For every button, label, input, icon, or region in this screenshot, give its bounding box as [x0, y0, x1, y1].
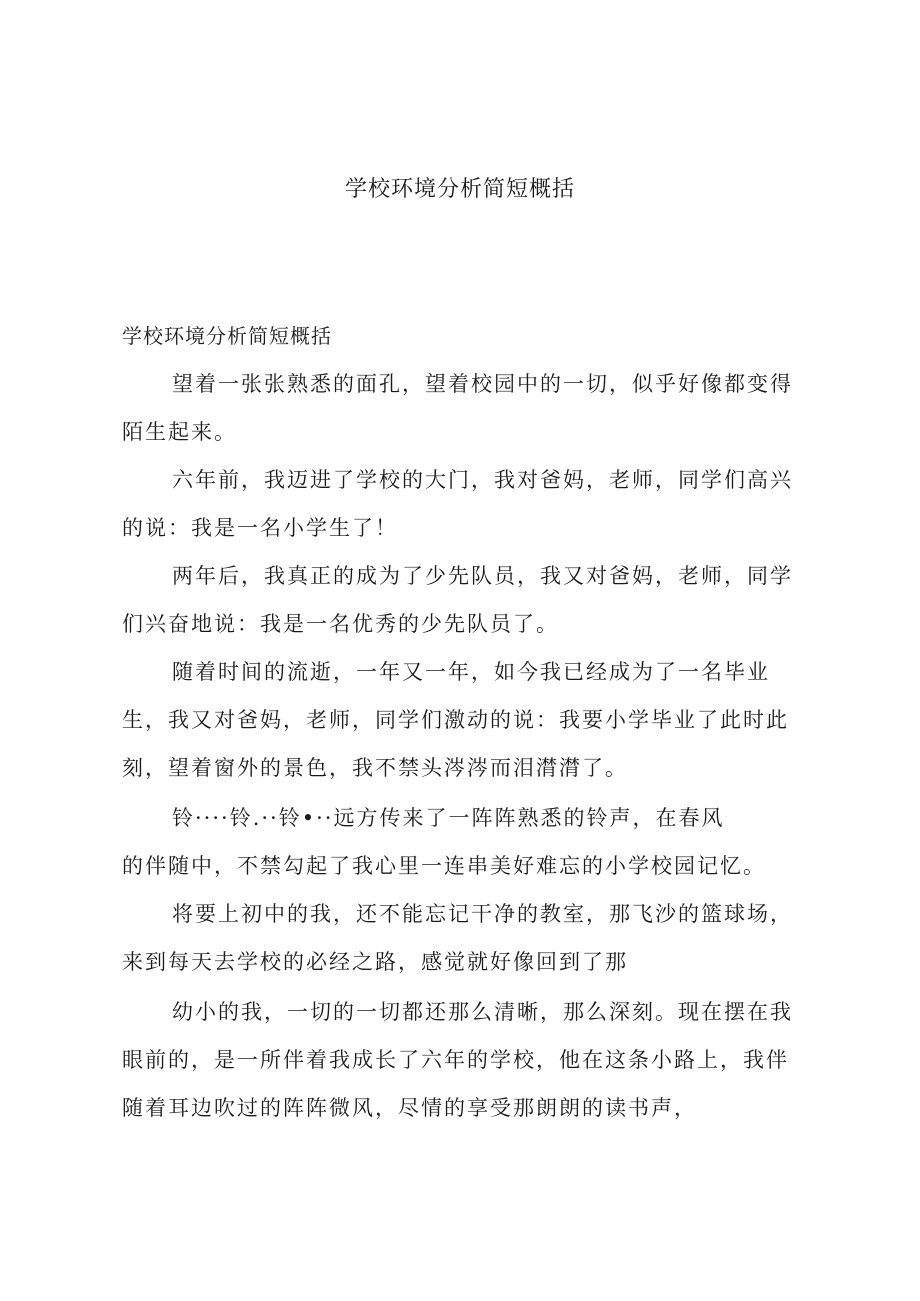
paragraph-line: 铃····铃.··铃•··远方传来了一阵阵熟悉的铃声，在春风	[172, 806, 725, 830]
paragraph-line: 随着时间的流逝，一年又一年，如今我已经成为了一名毕业	[172, 660, 770, 684]
paragraph-line: 们兴奋地说：我是一名优秀的少先队员了。	[122, 612, 559, 636]
paragraph-line: 生，我又对爸妈，老师，同学们激动的说：我要小学毕业了此时此	[122, 708, 789, 732]
paragraph-line: 望着一张张熟悉的面孔，望着校园中的一切，似乎好像都变得	[172, 372, 793, 396]
document-subtitle: 学校环境分析简短概括	[122, 324, 332, 348]
paragraph-line: 两年后，我真正的成为了少先队员，我又对爸妈，老师，同学	[172, 564, 793, 588]
paragraph-line: 的伴随中，不禁勾起了我心里一连串美好难忘的小学校园记忆。	[122, 854, 766, 878]
document-title: 学校环境分析简短概括	[344, 177, 575, 202]
paragraph-line: 眼前的，是一所伴着我成长了六年的学校，他在这条小路上，我伴	[122, 1048, 789, 1072]
paragraph-line: 来到每天去学校的必经之路，感觉就好像回到了那	[122, 950, 628, 974]
paragraph-line: 幼小的我，一切的一切都还那么清晰，那么深刻。现在摆在我	[172, 1000, 793, 1024]
paragraph-line: 六年前，我迈进了学校的大门，我对爸妈，老师，同学们高兴	[172, 468, 793, 492]
paragraph-line: 将要上初中的我，还不能忘记干净的教室，那飞沙的篮球场，	[172, 902, 793, 926]
paragraph-line: 陌生起来。	[122, 420, 237, 444]
paragraph-line: 刻，望着窗外的景色，我不禁头涔涔而泪潸潸了。	[122, 756, 628, 780]
paragraph-line: 随着耳边吹过的阵阵微风，尽情的享受那朗朗的读书声，	[122, 1096, 697, 1120]
paragraph-line: 的说：我是一名小学生了！	[122, 516, 398, 540]
